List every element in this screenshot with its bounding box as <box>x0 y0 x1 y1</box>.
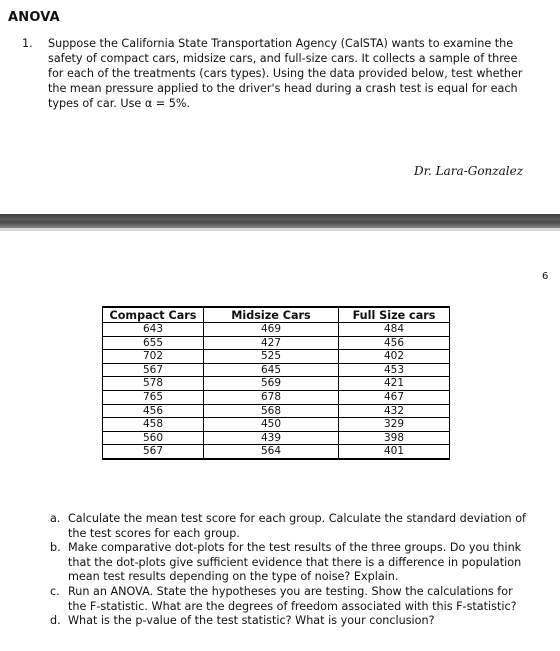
table-cell: 401 <box>339 445 450 459</box>
problem-number: 1. <box>22 37 33 50</box>
table-cell: 564 <box>204 445 339 459</box>
table-cell: 456 <box>103 404 204 418</box>
table-row <box>103 363 450 377</box>
page-number: 6 <box>542 271 549 282</box>
question-text: What is the p-value of the test statistic? What is your conclusion? <box>68 614 435 628</box>
data-table <box>102 306 450 460</box>
table-cell: 439 <box>204 431 339 445</box>
table-cell: 655 <box>103 336 204 350</box>
table-cell: 329 <box>339 418 450 432</box>
table-cell: 467 <box>339 390 450 404</box>
question-item <box>44 614 534 629</box>
question-label: d. <box>50 614 61 628</box>
column-header: Compact Cars <box>103 307 204 323</box>
table-cell: 567 <box>103 445 204 459</box>
table-row <box>103 431 450 445</box>
table-cell: 567 <box>103 363 204 377</box>
column-header: Midsize Cars <box>204 307 339 323</box>
question-list <box>44 512 534 629</box>
question-item <box>44 585 534 614</box>
table-cell: 645 <box>204 363 339 377</box>
page-divider <box>0 214 560 228</box>
question-label: a. <box>50 512 61 525</box>
table-row <box>103 404 450 418</box>
table-cell: 453 <box>339 363 450 377</box>
table-cell: 456 <box>339 336 450 350</box>
question-item <box>44 541 534 585</box>
table-cell: 525 <box>204 350 339 364</box>
table-row <box>103 445 450 459</box>
problem-text: Suppose the California State Transportation Agency (CalSTA) wants to examine the safety of compact cars, midsize cars, and full-size cars. It collects a sample of three for each of the treatments (cars types). Using the data provided below, test whether the mean pressure applied to the driver's head during a crash test is equal for each types of car. Use α = 5%. <box>48 37 523 110</box>
table-cell: 450 <box>204 418 339 432</box>
table-cell: 569 <box>204 377 339 391</box>
question-text: Make comparative dot-plots for the test results of the three groups. Do you think that the dot-plots give sufficient evidence that there is a difference in population mean test results depending on the type of noise? Explain. <box>68 541 522 584</box>
question-text: Run an ANOVA. State the hypotheses you are testing. Show the calculations for the F-statistic. What are the degrees of freedom associated with this F-statistic? <box>68 584 517 613</box>
table-cell: 702 <box>103 350 204 364</box>
question-item <box>44 512 534 541</box>
table-row <box>103 418 450 432</box>
table-cell: 678 <box>204 390 339 404</box>
table-cell: 432 <box>339 404 450 418</box>
table-cell: 484 <box>339 323 450 337</box>
question-label: b. <box>50 541 61 555</box>
question-text: Calculate the mean test score for each group. Calculate the standard deviation of the test scores for each group. <box>68 512 526 540</box>
table-row <box>103 350 450 364</box>
table-cell: 568 <box>204 404 339 418</box>
page-top <box>0 0 560 212</box>
table-header-row <box>103 307 450 323</box>
table-body <box>103 323 450 459</box>
table-cell: 578 <box>103 377 204 391</box>
table-cell: 458 <box>103 418 204 432</box>
author-signature: Dr. Lara-Gonzalez <box>414 164 524 178</box>
section-heading: ANOVA <box>8 10 60 25</box>
table-cell: 765 <box>103 390 204 404</box>
table-row <box>103 390 450 404</box>
table-row <box>103 336 450 350</box>
table-cell: 427 <box>204 336 339 350</box>
table-cell: 469 <box>204 323 339 337</box>
question-label: c. <box>50 584 60 598</box>
table-cell: 402 <box>339 350 450 364</box>
table-cell: 421 <box>339 377 450 391</box>
column-header: Full Size cars <box>339 307 450 323</box>
table-cell: 643 <box>103 323 204 337</box>
table-cell: 560 <box>103 431 204 445</box>
table-row <box>103 323 450 337</box>
table-row <box>103 377 450 391</box>
page-divider-shadow <box>0 228 560 231</box>
problem-statement <box>22 36 532 111</box>
table-cell: 398 <box>339 431 450 445</box>
